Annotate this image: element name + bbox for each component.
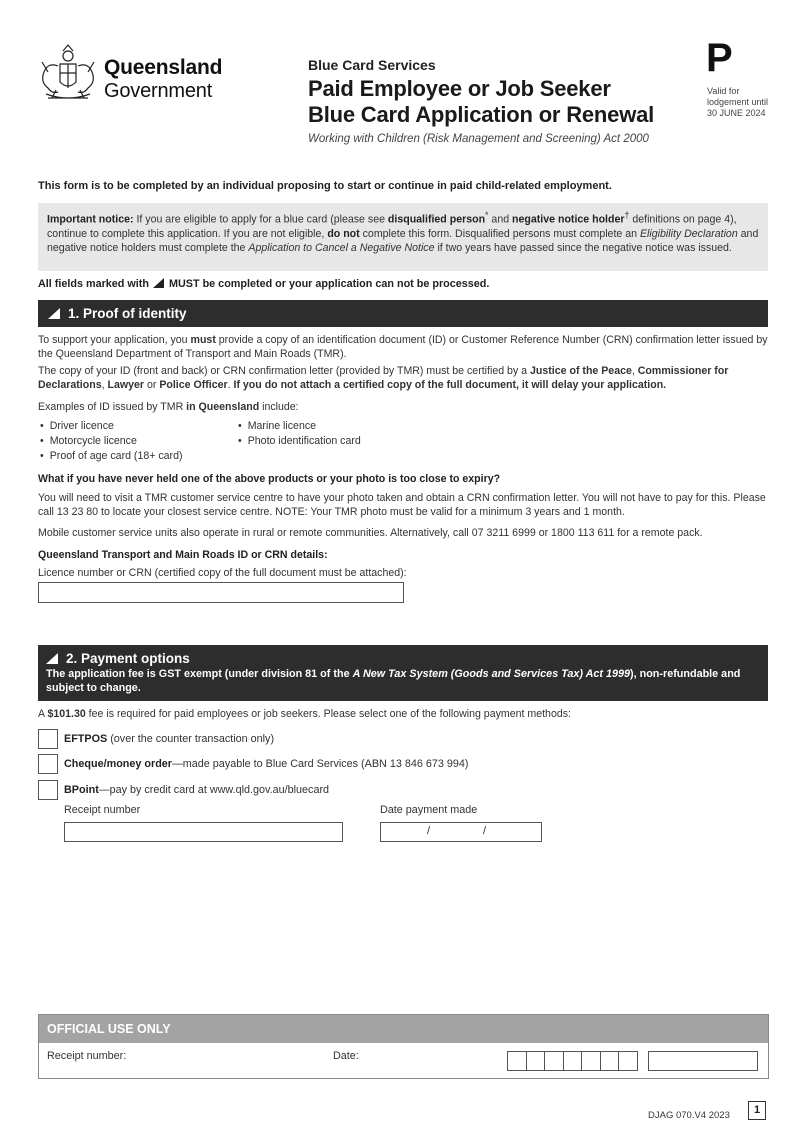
service-name: Blue Card Services [308,57,436,73]
official-date-cells[interactable] [508,1051,638,1071]
date-cell[interactable] [581,1051,601,1071]
list-item: • Marine licence [238,419,361,434]
cheque-checkbox[interactable] [38,754,58,774]
official-date-label: Date: [333,1050,359,1062]
mandatory-triangle-icon [48,308,60,319]
date-separator: / [427,825,431,837]
page-number: 1 [748,1101,766,1120]
proof-paragraph-2: The copy of your ID (front and back) or CRN confirmation letter (provided by TMR) must be certified by a Justice of the Peace, Commissioner for Declarations, Lawyer or Police Officer. If you do not attach a certified copy of the full document, it will delay your application. [38,365,729,391]
date-payment-input[interactable] [380,822,542,842]
receipt-number-label: Receipt number [64,804,141,816]
qld-government-logo [38,42,228,108]
mandatory-fields-note: All fields marked with MUST be completed or your application can not be processed. [38,278,490,290]
form-title-line1: Paid Employee or Job Seeker [308,76,611,101]
date-cell[interactable] [507,1051,527,1071]
fee-paragraph: A $101.30 fee is required for paid employees or job seekers. Please select one of the following payment methods: [38,708,571,720]
list-item: • Motorcycle licence [40,434,183,449]
mandatory-triangle-icon [153,278,164,288]
list-item: • Photo identification card [238,434,361,449]
receipt-number-input[interactable] [64,822,343,842]
tmr-details-heading: Queensland Transport and Main Roads ID or CRN details: [38,549,328,561]
bpoint-checkbox[interactable] [38,780,58,800]
date-cell[interactable] [526,1051,546,1071]
cheque-label: Cheque/money order—made payable to Blue Card Services (ABN 13 846 673 994) [64,758,469,770]
official-use-title: OFFICIAL USE ONLY [39,1015,768,1043]
intro-text: This form is to be completed by an individual proposing to start or continue in paid child-related employment. [38,180,612,192]
id-list-right [238,419,361,449]
mandatory-triangle-icon [46,653,58,664]
date-cell[interactable] [618,1051,638,1071]
tmr-visit-paragraph: You will need to visit a TMR customer service centre to have your photo taken and obtain a CRN confirmation letter. You will not have to pay for this. Please call 13 23 80 to locate your closest service centre. NOTE: Your TMR photo must be valid for a minimum 3 years and 1 month. [38,492,766,518]
section-header-payment-options: 2. Payment options The application fee is GST exempt (under division 81 of the A New Tax System (Goods and Services Tax) Act 1999), non-refundable and subject to change. [38,645,768,701]
date-cell[interactable] [563,1051,583,1071]
bpoint-label: BPoint—pay by credit card at www.qld.gov.au/bluecard [64,784,330,796]
important-notice: Important notice: If you are eligible to apply for a blue card (please see disqualified person* and negative notice holder† definitions on page 4), continue to complete this application. If you are not eligible, do not complete this form. Disqualified persons must complete an Eligibility Declaration and negative notice holders must complete the Application to Cancel a Negative Notice if two years have passed since the negative notice was issued. [38,203,768,271]
gst-exempt-note: The application fee is GST exempt (under division 81 of the A New Tax System (Goods and Services Tax) Act 1999), non-refundable and subject to change. [46,668,741,694]
date-cell[interactable] [600,1051,620,1071]
date-separator: / [483,825,487,837]
act-reference: Working with Children (Risk Management and Screening) Act 2000 [308,133,649,145]
mobile-units-paragraph: Mobile customer service units also operate in rural or remote communities. Alternatively, call 07 3211 6999 or 1800 113 611 for a remote pack. [38,527,703,539]
official-use-box [38,1014,769,1079]
licence-crn-input[interactable] [38,582,404,603]
date-cell[interactable] [544,1051,564,1071]
id-list-left [40,419,183,464]
official-extra-field[interactable] [648,1051,758,1071]
logo-government-text: Government [104,80,213,102]
list-item: • Driver licence [40,419,183,434]
logo-queensland-text: Queensland [104,56,223,79]
official-receipt-label: Receipt number: [47,1050,127,1062]
eftpos-checkbox[interactable] [38,729,58,749]
form-title-line2: Blue Card Application or Renewal [308,102,655,127]
id-examples-intro: Examples of ID issued by TMR in Queensland include: [38,401,299,413]
proof-paragraph-1: To support your application, you must provide a copy of an identification document (ID) or Customer Reference Number (CRN) confirmation letter issued by the Queensland Department of Transport and Main Roads (TMR). [38,334,768,360]
section-header-proof-of-identity: 1. Proof of identity [38,300,768,327]
eftpos-label: EFTPOS (over the counter transaction only) [64,733,275,745]
list-item: • Proof of age card (18+ card) [40,449,183,464]
form-code: DJAG 070.V4 2023 [648,1110,730,1121]
date-payment-label: Date payment made [380,804,478,816]
coat-of-arms-icon [38,42,98,106]
form-letter: P [706,36,733,80]
licence-field-label: Licence number or CRN (certified copy of the full document must be attached): [38,567,407,579]
validity-note: Valid for lodgement until 30 JUNE 2024 [707,86,769,118]
never-held-heading: What if you have never held one of the above products or your photo is too close to expiry? [38,473,501,485]
